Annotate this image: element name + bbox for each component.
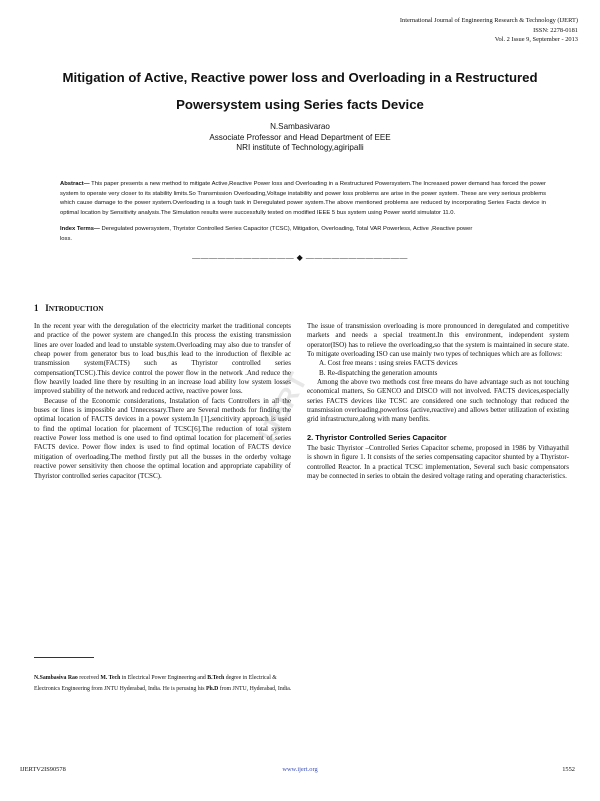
section-title-rest: NTRODUCTION (48, 305, 104, 313)
footnote-degree: Ph.D (205, 685, 219, 692)
left-column (34, 322, 291, 481)
section-divider: ———————————— ◆ ———————————— (192, 253, 408, 262)
section-title-initial: I (45, 303, 49, 313)
footnote-degree: M. Tech (100, 675, 121, 681)
footnote-text: from JNTU, Hyderabad, India. (218, 685, 292, 692)
journal-website-link[interactable]: www.ijert.org (282, 766, 318, 773)
author-footnote (34, 673, 294, 694)
right-paragraph-2: Among the above two methods cost free means do have advantage such as not touching economical matters, So GENCO and DISCO will not involved. FACTS devices,especially series FACTS devices like TCSC are considered one such technology that reduced the transmission overloading,powerloss (active,reactive) and allows better utilization of existing grid infrastructure,along with many benfits. (307, 378, 569, 424)
author-block (0, 122, 600, 154)
footnote-text: degree in Electrical & Electronics Engineering from JNTU Hyderabad, India. He is perusing his (34, 675, 277, 692)
footnote-text: received (77, 675, 101, 681)
journal-volume: Vol. 2 Issue 9, September - 2013 (494, 36, 578, 44)
author-affiliation-2: NRI institute of Technology,agiripalli (236, 143, 364, 153)
watermark: IJERT (251, 367, 313, 447)
intro-paragraph-2: Because of the Economic considerations, Instalation of facts Controllers in all the buses or lines is impossible and Unnecessary.There are Several methods for finding the optimal location of FACTS devices in a power system.In [1],sencitivity approach is used to find the optimal location for placement of TCSC[6].The reduction of total system reactive Power loss method is one used to find optimal location for placement of series FACTS device. Power flow index is used to find optimal location of FACTS device mitigation of overloading.The method firstly put all the busses in the orderby voltage reactive power sensitivity then choose the optimal location and appropriate capability of Thyristor controlled series capacitor (TCSC). (34, 396, 291, 480)
journal-name: International Journal of Engineering Research & Technology (IJERT) (399, 17, 578, 24)
paper-id: IJERTV2IS90578 (20, 766, 66, 773)
section-1-heading (34, 303, 103, 313)
index-terms-label: Index Terms— (60, 226, 100, 232)
index-terms (60, 225, 480, 244)
paper-title (20, 64, 580, 118)
right-paragraph-3: The basic Thyristor –Controlled Series Capacitor scheme, proposed in 1986 by Vithayathil is shown in figure 1. It consists of the series compensating capacitor shunted by a Thyristor-controlled Reactor. In a practical TCSC implementation, Several such basic compensators may be connected in series to obtain the desired voltage rating and operating characteristics. (307, 444, 569, 481)
right-paragraph-1: The issue of transmission overloading is more pronounced in deregulated and competitive markets and needs a special treatment.In this environment, independent system operator(ISO) has to relieve the overloading,so that the system is maintained in secure state. To mitigate overloading ISO can use mainly two types of techniques which are as follows: (307, 322, 569, 359)
list-item: B. Re-dispatching the generation amounts (319, 368, 438, 377)
title-line-1: Mitigation of Active, Reactive power loss and Overloading in a Restructured (62, 70, 538, 85)
footnote-degree: B.Tech (207, 675, 225, 681)
list-item: A. Cost free means : using sreies FACTS devices (319, 359, 458, 368)
footnote-rule (34, 657, 94, 658)
footnote-author: N.Sambasiva Rao (34, 675, 78, 681)
abstract-text: This paper presents a new method to mitigate Active,Reactive Power loss and Overloading in a Restructured Powersystem.The Increased power demand has forced the power system to operate very closer to its stability limits.So Transmission Overloading,Voltage instability and power loss problems are arise in the power system. These are very serious problems which cause damage to the power system.Overloading is a tough task in Deregulated power system.The above mentioned problems are reduced by incorporating Series Facts device in optimal location by Sensitivity analysis.The Simulation results were successfully tested on modified IEEE 5 bus system using Power world simulator 11.0. (60, 181, 546, 216)
author-name: N.Sambasivarao (270, 122, 330, 131)
footnote-text: in Electrical Power Engineering and (120, 675, 208, 681)
section-2-heading: 2. Thyristor Controlled Series Capacitor (307, 432, 447, 442)
section-number: 1 (34, 303, 39, 313)
abstract (60, 180, 546, 218)
author-affiliation-1: Associate Professor and Head Department of EEE (209, 132, 391, 142)
title-line-2: Powersystem using Series facts Device (176, 97, 424, 112)
journal-header (400, 16, 578, 45)
index-terms-text: Deregulated powersystem, Thyristor Controlled Series Capacitor (TCSC), Mitigation, Overloading, Total VAR Powerless, Active ,Reactive power loss. (60, 226, 473, 242)
right-column (307, 322, 569, 482)
abstract-label: Abstract— (60, 181, 90, 187)
intro-paragraph-1: In the recent year with the deregulation of the electricity market the traditional concepts and practice of the power system are changed.In this process the existing transmission lines are over loaded and lead to unstable system.Overloading may also due to transfer of cheap power from generator bus to load bus,this lead to the inroduction of flexible ac transmission system(FACTS) such as Thyristor controlled series compensation(TCSC).This device control the power flow in the network .And reduce the flow heavily loaded line there by resulting in an increase load ability low system losses improved stability of the network and reduced active, reactive power loss. (34, 322, 291, 396)
technique-list (307, 359, 569, 378)
page-number: 1552 (562, 766, 575, 773)
journal-issn: ISSN: 2278-0181 (533, 26, 578, 34)
